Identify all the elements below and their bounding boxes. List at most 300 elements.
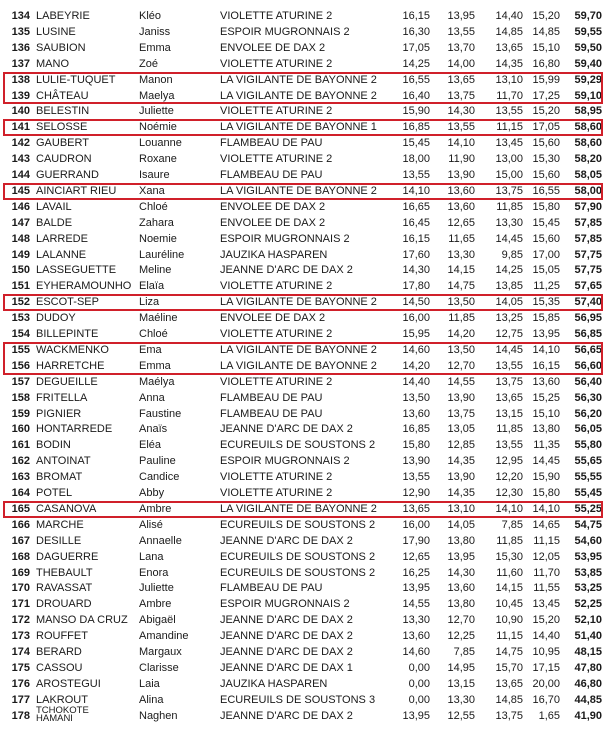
total-score-cell: 58,20 (574, 153, 602, 166)
score-vault-cell: 17,90 (402, 534, 430, 547)
score-beam-cell: 11,85 (496, 423, 523, 436)
table-row (0, 422, 616, 437)
total-score-cell: 48,15 (574, 646, 602, 658)
club-cell: LA VIGILANTE DE BAYONNE 2 (220, 359, 377, 372)
score-bars-cell: 12,25 (447, 630, 475, 643)
first-name-cell: Lana (139, 550, 164, 563)
score-floor-cell: 14,85 (532, 25, 560, 38)
score-beam-cell: 13,65 (495, 41, 523, 54)
last-name-cell: LASSEGUETTE (36, 264, 117, 277)
rank-cell: 154 (11, 328, 30, 340)
first-name-cell: Xana (139, 184, 165, 197)
first-name-cell: Candice (139, 471, 180, 484)
score-vault-cell: 14,25 (402, 57, 430, 70)
total-score-cell: 56,30 (574, 391, 602, 404)
score-floor-cell: 13,60 (532, 375, 560, 388)
club-cell: JAUZIKA HASPAREN (220, 677, 328, 690)
score-bars-cell: 12,55 (447, 709, 475, 722)
rank-cell: 155 (11, 343, 30, 356)
last-name-cell: RAVASSAT (36, 582, 93, 595)
last-name-cell: GAUBERT (36, 137, 89, 150)
score-beam-cell: 11,60 (496, 566, 523, 579)
score-vault-cell: 13,55 (402, 169, 430, 181)
score-bars-cell: 13,50 (447, 296, 475, 309)
score-vault-cell: 16,30 (402, 25, 430, 38)
score-vault-cell: 14,10 (402, 184, 430, 197)
score-floor-cell: 17,15 (532, 661, 560, 674)
score-floor-cell: 15,85 (532, 312, 560, 325)
table-row (0, 327, 616, 342)
score-floor-cell: 1,65 (538, 709, 560, 722)
rank-cell: 170 (11, 582, 30, 595)
rank-cell: 177 (11, 693, 30, 706)
last-name-cell: ROUFFET (36, 630, 88, 643)
club-cell: ESPOIR MUGRONNAIS 2 (220, 598, 350, 611)
score-vault-cell: 14,60 (402, 646, 430, 658)
last-name-cell: CAUDRON (36, 153, 92, 166)
score-vault-cell: 16,15 (402, 10, 430, 22)
table-row (0, 295, 616, 310)
score-bars-cell: 14,05 (447, 518, 475, 531)
score-beam-cell: 14,85 (495, 693, 523, 706)
last-name-cell: EYHERAMOUNHO (36, 280, 132, 293)
score-bars-cell: 14,95 (447, 661, 475, 674)
last-name-cell: SAUBION (36, 41, 86, 54)
score-floor-cell: 15,20 (532, 614, 560, 627)
last-name-cell: FRITELLA (36, 391, 88, 404)
table-row (0, 645, 616, 660)
table-row (0, 486, 616, 501)
score-beam-cell: 14,35 (495, 57, 523, 70)
score-beam-cell: 11,15 (496, 630, 523, 643)
score-floor-cell: 10,95 (532, 646, 560, 658)
last-name-cell: LAKROUT (36, 693, 88, 706)
first-name-cell: Abigaël (139, 614, 176, 627)
table-row (0, 502, 616, 517)
table-row (0, 279, 616, 294)
rank-cell: 162 (11, 455, 30, 468)
club-cell: ENVOLEE DE DAX 2 (220, 312, 326, 325)
club-cell: FLAMBEAU DE PAU (220, 582, 323, 595)
total-score-cell: 55,65 (574, 455, 602, 468)
score-floor-cell: 15,45 (532, 216, 560, 229)
first-name-cell: Roxane (139, 153, 177, 166)
first-name-cell: Juliette (139, 582, 174, 595)
last-name-cell: HARRETCHE (36, 359, 105, 372)
score-beam-cell: 13,15 (495, 407, 523, 420)
table-row (0, 9, 616, 24)
table-row (0, 581, 616, 596)
total-score-cell: 56,60 (574, 359, 602, 372)
total-score-cell: 55,80 (574, 439, 602, 452)
club-cell: LA VIGILANTE DE BAYONNE 2 (220, 89, 377, 102)
score-floor-cell: 16,55 (532, 184, 560, 197)
score-bars-cell: 14,55 (447, 375, 475, 388)
score-bars-cell: 11,90 (448, 153, 475, 166)
last-name-cell: BERARD (36, 646, 82, 658)
rank-cell: 174 (11, 646, 30, 658)
rank-cell: 158 (11, 391, 30, 404)
score-bars-cell: 11,65 (448, 232, 475, 245)
total-score-cell: 56,65 (574, 343, 602, 356)
first-name-cell: Chloé (139, 200, 168, 213)
score-bars-cell: 12,70 (447, 359, 475, 372)
score-beam-cell: 14,45 (495, 343, 523, 356)
score-floor-cell: 15,20 (532, 10, 560, 22)
rank-cell: 161 (11, 439, 30, 452)
club-cell: JAUZIKA HASPAREN (220, 248, 328, 261)
score-vault-cell: 14,20 (402, 359, 430, 372)
table-row (0, 232, 616, 247)
score-vault-cell: 13,95 (402, 709, 430, 722)
last-name-cell: LALANNE (36, 248, 87, 261)
club-cell: JEANNE D'ARC DE DAX 2 (220, 709, 353, 722)
first-name-cell: Ambre (139, 502, 172, 515)
rank-cell: 172 (11, 614, 30, 627)
first-name-cell: Clarisse (139, 661, 179, 674)
score-bars-cell: 13,95 (447, 10, 475, 22)
score-floor-cell: 12,05 (532, 550, 560, 563)
last-name-cell: HONTARREDE (36, 423, 113, 436)
total-score-cell: 57,65 (574, 280, 602, 293)
last-name-cell: ESCOT-SEP (36, 296, 99, 309)
score-bars-cell: 13,90 (447, 391, 475, 404)
last-name-cell: MANO (36, 57, 69, 70)
score-floor-cell: 16,15 (532, 359, 560, 372)
score-vault-cell: 12,90 (402, 487, 430, 499)
table-row (0, 200, 616, 215)
rank-cell: 144 (11, 169, 30, 181)
rank-cell: 157 (11, 375, 30, 388)
rank-cell: 153 (11, 312, 30, 325)
score-floor-cell: 15,05 (532, 264, 560, 277)
last-name-cell: DROUARD (36, 598, 92, 611)
table-row (0, 470, 616, 485)
score-beam-cell: 7,85 (501, 518, 523, 531)
first-name-cell: Kléo (139, 10, 162, 22)
score-vault-cell: 13,60 (402, 407, 430, 420)
score-vault-cell: 16,00 (402, 518, 430, 531)
first-name-cell: Ema (139, 343, 162, 356)
total-score-cell: 53,95 (574, 550, 602, 563)
club-cell: JEANNE D'ARC DE DAX 2 (220, 646, 353, 658)
first-name-cell: Chloé (139, 328, 168, 340)
table-row (0, 359, 616, 374)
last-name-cell: DAGUERRE (36, 550, 99, 563)
score-beam-cell: 14,45 (495, 232, 523, 245)
score-bars-cell: 14,15 (447, 264, 475, 277)
total-score-cell: 46,80 (574, 677, 602, 690)
club-cell: LA VIGILANTE DE BAYONNE 2 (220, 73, 377, 86)
score-floor-cell: 15,35 (532, 296, 560, 309)
score-beam-cell: 13,85 (495, 280, 523, 293)
score-beam-cell: 12,95 (495, 455, 523, 468)
score-beam-cell: 11,85 (496, 534, 523, 547)
score-floor-cell: 15,90 (532, 471, 560, 484)
club-cell: ECUREUILS DE SOUSTONS 2 (220, 550, 376, 563)
club-cell: FLAMBEAU DE PAU (220, 407, 323, 420)
score-floor-cell: 17,25 (532, 89, 560, 102)
score-beam-cell: 13,75 (495, 184, 523, 197)
rank-cell: 135 (11, 25, 30, 38)
score-bars-cell: 13,05 (447, 423, 475, 436)
score-vault-cell: 16,15 (402, 232, 430, 245)
total-score-cell: 57,75 (574, 248, 602, 261)
score-floor-cell: 11,25 (533, 280, 560, 293)
score-vault-cell: 13,50 (402, 391, 430, 404)
score-floor-cell: 13,95 (532, 328, 560, 340)
last-name-cell: AINCIART RIEU (36, 184, 117, 197)
club-cell: ESPOIR MUGRONNAIS 2 (220, 25, 350, 38)
club-cell: JEANNE D'ARC DE DAX 2 (220, 630, 353, 643)
total-score-cell: 57,90 (574, 200, 602, 213)
club-cell: VIOLETTE ATURINE 2 (220, 487, 333, 499)
score-floor-cell: 15,10 (532, 41, 560, 54)
score-beam-cell: 15,00 (495, 169, 523, 181)
total-score-cell: 58,05 (574, 169, 602, 181)
table-row (0, 391, 616, 406)
club-cell: ENVOLEE DE DAX 2 (220, 200, 326, 213)
first-name-cell: Isaure (139, 169, 170, 181)
score-bars-cell: 13,30 (447, 248, 475, 261)
club-cell: ECUREUILS DE SOUSTONS 3 (220, 693, 376, 706)
club-cell: VIOLETTE ATURINE 2 (220, 375, 333, 388)
score-floor-cell: 14,10 (532, 343, 560, 356)
table-row (0, 216, 616, 231)
score-floor-cell: 14,65 (532, 518, 560, 531)
rank-cell: 149 (11, 248, 30, 261)
score-floor-cell: 15,80 (532, 487, 560, 499)
rank-cell: 137 (11, 57, 30, 70)
total-score-cell: 55,25 (574, 502, 602, 515)
score-vault-cell: 14,40 (402, 375, 430, 388)
score-beam-cell: 9,85 (501, 248, 523, 261)
rank-cell: 159 (11, 407, 30, 420)
table-row (0, 152, 616, 167)
last-name-cell: BILLEPINTE (36, 328, 99, 340)
club-cell: ESPOIR MUGRONNAIS 2 (220, 455, 350, 468)
score-vault-cell: 0,00 (408, 693, 430, 706)
last-name-cell: MARCHE (36, 518, 84, 531)
table-row (0, 104, 616, 119)
last-name-cell: LAVAIL (36, 200, 72, 213)
score-vault-cell: 17,60 (402, 248, 430, 261)
first-name-cell: Enora (139, 566, 169, 579)
last-name-cell: DEGUEILLE (36, 375, 98, 388)
table-row (0, 407, 616, 422)
table-row (0, 629, 616, 644)
first-name-cell: Janiss (139, 25, 171, 38)
score-floor-cell: 15,60 (532, 137, 560, 150)
first-name-cell: Naghen (139, 709, 178, 722)
rank-cell: 147 (11, 216, 30, 229)
total-score-cell: 57,40 (574, 296, 602, 309)
score-floor-cell: 11,35 (533, 439, 560, 452)
rank-cell: 166 (11, 518, 30, 531)
club-cell: JEANNE D'ARC DE DAX 2 (220, 534, 353, 547)
score-floor-cell: 15,80 (532, 200, 560, 213)
score-bars-cell: 14,10 (447, 137, 475, 150)
total-score-cell: 58,60 (574, 137, 602, 150)
first-name-cell: Liza (139, 296, 160, 309)
score-bars-cell: 13,50 (447, 343, 475, 356)
score-vault-cell: 13,30 (402, 614, 430, 627)
score-bars-cell: 13,95 (447, 550, 475, 563)
first-name-cell: Noémie (139, 121, 177, 134)
score-beam-cell: 14,40 (495, 10, 523, 22)
table-row (0, 263, 616, 278)
last-name-cell: DUDOY (36, 312, 76, 325)
last-name-cell: POTEL (36, 487, 73, 499)
score-floor-cell: 14,10 (532, 502, 560, 515)
table-row (0, 25, 616, 40)
score-vault-cell: 16,55 (402, 73, 430, 86)
rank-cell: 156 (11, 359, 30, 372)
table-row (0, 168, 616, 183)
score-beam-cell: 13,75 (495, 375, 523, 388)
score-floor-cell: 15,99 (532, 73, 560, 86)
rank-cell: 138 (11, 73, 30, 86)
table-row (0, 438, 616, 453)
rank-cell: 160 (11, 423, 30, 436)
score-vault-cell: 14,50 (402, 296, 430, 309)
last-name-cell: TCHOKOTE HAMANI (36, 704, 89, 724)
score-vault-cell: 12,65 (402, 550, 430, 563)
score-beam-cell: 10,90 (495, 614, 523, 627)
score-beam-cell: 14,15 (495, 582, 523, 595)
score-vault-cell: 14,60 (402, 343, 430, 356)
club-cell: ESPOIR MUGRONNAIS 2 (220, 232, 350, 245)
table-row (0, 41, 616, 56)
total-score-cell: 59,40 (574, 57, 602, 70)
first-name-cell: Elaïa (139, 280, 165, 293)
score-vault-cell: 17,05 (402, 41, 430, 54)
last-name-cell: LULIE-TUQUET (36, 73, 116, 86)
score-beam-cell: 11,15 (496, 121, 523, 134)
club-cell: LA VIGILANTE DE BAYONNE 2 (220, 343, 377, 356)
total-score-cell: 47,80 (574, 661, 602, 674)
last-name-cell: THEBAULT (36, 566, 93, 579)
score-beam-cell: 13,10 (495, 73, 523, 86)
club-cell: FLAMBEAU DE PAU (220, 391, 323, 404)
first-name-cell: Louanne (139, 137, 182, 150)
score-floor-cell: 20,00 (532, 677, 560, 690)
club-cell: JEANNE D'ARC DE DAX 1 (220, 661, 353, 674)
table-row (0, 89, 616, 104)
rank-cell: 140 (11, 105, 30, 118)
last-name-cell: LARREDE (36, 232, 88, 245)
score-floor-cell: 15,25 (532, 391, 560, 404)
club-cell: VIOLETTE ATURINE 2 (220, 57, 333, 70)
score-bars-cell: 13,60 (447, 582, 475, 595)
score-vault-cell: 16,40 (402, 89, 430, 102)
score-floor-cell: 15,20 (532, 105, 560, 118)
score-vault-cell: 15,95 (402, 328, 430, 340)
rank-cell: 167 (11, 534, 30, 547)
table-row (0, 57, 616, 72)
score-vault-cell: 16,65 (402, 200, 430, 213)
club-cell: LA VIGILANTE DE BAYONNE 1 (220, 121, 377, 134)
total-score-cell: 57,85 (574, 232, 602, 245)
rank-cell: 148 (11, 232, 30, 245)
first-name-cell: Maéline (139, 312, 178, 325)
table-row (0, 518, 616, 533)
score-vault-cell: 14,55 (402, 598, 430, 611)
first-name-cell: Anna (139, 391, 165, 404)
first-name-cell: Alisé (139, 518, 163, 531)
score-vault-cell: 16,45 (402, 216, 430, 229)
score-bars-cell: 13,60 (447, 200, 475, 213)
table-row (0, 136, 616, 151)
table-row (0, 184, 616, 199)
rank-cell: 136 (11, 41, 30, 54)
first-name-cell: Abby (139, 487, 165, 499)
last-name-cell: CASSOU (36, 661, 83, 674)
club-cell: JEANNE D'ARC DE DAX 2 (220, 264, 353, 277)
score-bars-cell: 7,85 (453, 646, 475, 658)
score-vault-cell: 13,65 (402, 502, 430, 515)
rank-cell: 171 (11, 598, 30, 611)
score-bars-cell: 14,00 (447, 57, 475, 70)
table-row (0, 693, 616, 708)
rank-cell: 169 (11, 566, 30, 579)
score-beam-cell: 14,25 (495, 264, 523, 277)
score-bars-cell: 11,85 (448, 312, 475, 325)
first-name-cell: Juliette (139, 105, 174, 118)
total-score-cell: 51,40 (574, 630, 602, 643)
club-cell: ECUREUILS DE SOUSTONS 2 (220, 439, 376, 452)
score-bars-cell: 12,85 (447, 439, 475, 452)
club-cell: VIOLETTE ATURINE 2 (220, 328, 333, 340)
table-row (0, 343, 616, 358)
score-vault-cell: 13,60 (402, 630, 430, 643)
club-cell: LA VIGILANTE DE BAYONNE 2 (220, 184, 377, 197)
total-score-cell: 56,95 (574, 312, 602, 325)
club-cell: VIOLETTE ATURINE 2 (220, 10, 333, 22)
rank-cell: 142 (11, 137, 30, 150)
score-bars-cell: 14,35 (447, 455, 475, 468)
score-bars-cell: 12,70 (447, 614, 475, 627)
club-cell: FLAMBEAU DE PAU (220, 137, 323, 150)
score-vault-cell: 14,30 (402, 264, 430, 277)
score-floor-cell: 16,80 (532, 57, 560, 70)
total-score-cell: 55,55 (574, 471, 602, 484)
total-score-cell: 59,29 (574, 73, 602, 86)
first-name-cell: Ambre (139, 598, 172, 611)
rank-cell: 173 (11, 630, 30, 643)
total-score-cell: 59,70 (574, 10, 602, 22)
score-beam-cell: 11,70 (496, 89, 523, 102)
first-name-cell: Faustine (139, 407, 182, 420)
score-beam-cell: 13,45 (495, 137, 523, 150)
score-beam-cell: 10,45 (495, 598, 523, 611)
score-bars-cell: 13,70 (447, 41, 475, 54)
last-name-cell: BELESTIN (36, 105, 90, 118)
first-name-cell: Zahara (139, 216, 174, 229)
last-name-cell: GUERRAND (36, 169, 99, 181)
club-cell: ENVOLEE DE DAX 2 (220, 41, 326, 54)
first-name-cell: Alina (139, 693, 164, 706)
last-name-cell: BROMAT (36, 471, 83, 484)
score-bars-cell: 13,90 (447, 169, 475, 181)
rank-cell: 165 (11, 502, 30, 515)
score-bars-cell: 12,65 (447, 216, 475, 229)
total-score-cell: 56,05 (574, 423, 602, 436)
score-vault-cell: 16,25 (402, 566, 430, 579)
score-vault-cell: 15,90 (402, 105, 430, 118)
score-bars-cell: 14,35 (447, 487, 475, 499)
club-cell: VIOLETTE ATURINE 2 (220, 105, 333, 118)
